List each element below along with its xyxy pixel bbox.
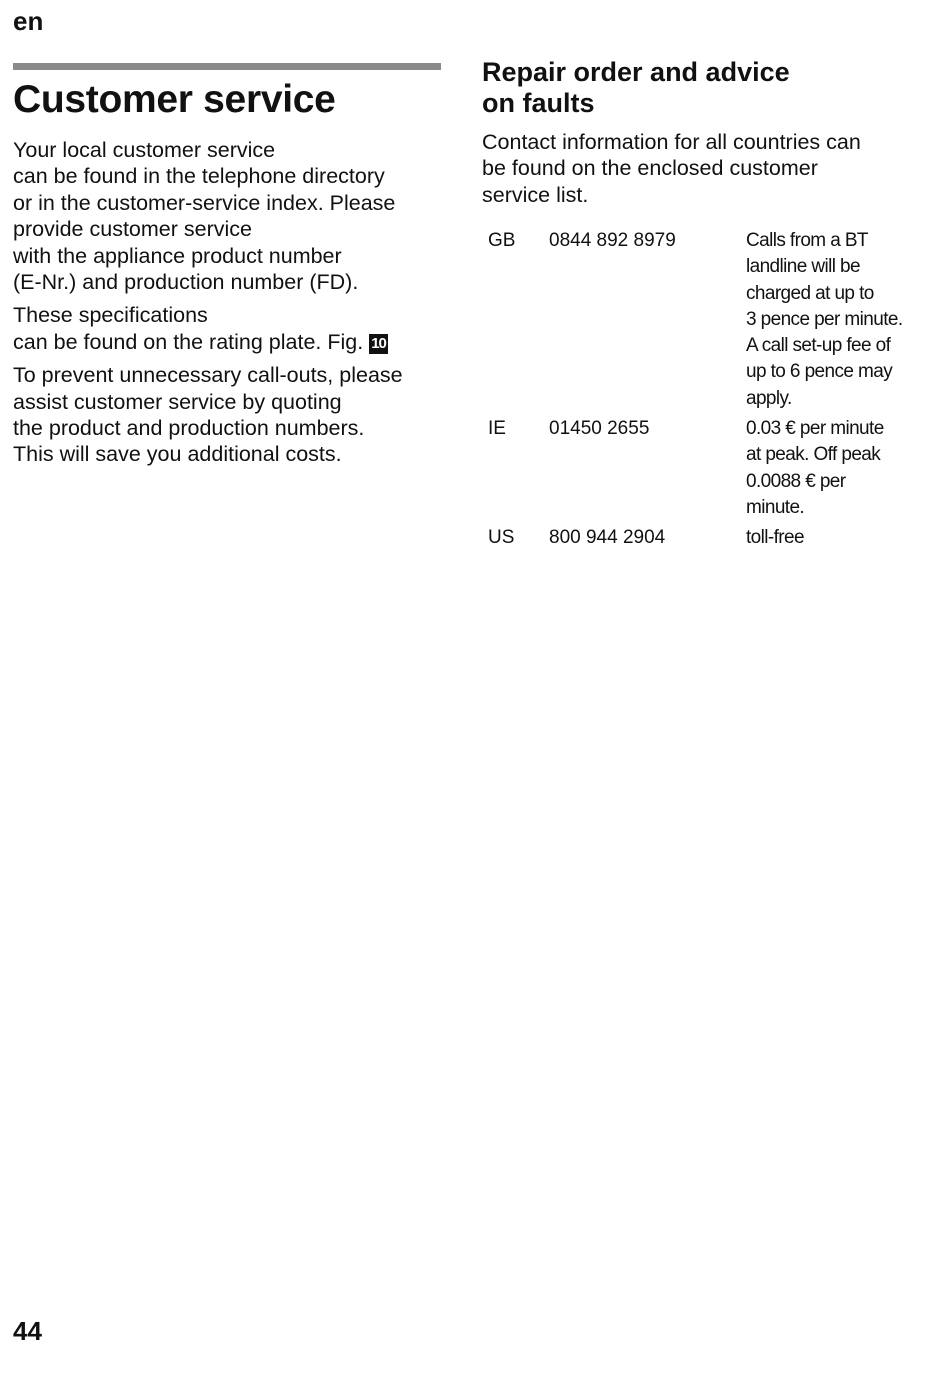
text-fragment: can be found on the rating plate. Fig. [13, 329, 370, 354]
note-line: toll-free [746, 527, 804, 549]
text-line: To prevent unnecessary call-outs, please [13, 363, 403, 388]
note-line: 0.03 € per minute [746, 418, 884, 440]
note-line: landline will be [746, 256, 860, 278]
paragraph-specifications [13, 302, 443, 355]
text-line: service list. [482, 182, 589, 207]
call-cost-note [746, 416, 926, 521]
paragraph-call-outs [13, 362, 443, 468]
country-code: US [488, 527, 515, 549]
page-number: 44 [13, 1316, 42, 1346]
text-line: Your local customer service [13, 138, 276, 162]
note-line: charged at up to [746, 282, 874, 304]
note-line: 3 pence per minute. [746, 308, 903, 330]
contact-row-gb [488, 228, 928, 412]
text-line: the product and production numbers. [13, 416, 365, 441]
text-line: Contact information for all countries can [482, 130, 861, 154]
phone-number: 800 944 2904 [549, 527, 666, 549]
note-line: minute. [746, 496, 805, 518]
text-line: or in the customer-service index. Please [13, 190, 396, 215]
page-title: Customer service [13, 78, 336, 121]
country-code: GB [488, 230, 516, 251]
text-line: These specifications [13, 303, 208, 328]
note-line: apply. [746, 387, 792, 409]
note-line: at peak. Off peak [746, 444, 881, 466]
contact-row-ie [488, 416, 928, 521]
note-line: 0.0088 € per [746, 470, 846, 492]
call-cost-note [746, 228, 926, 412]
note-line: Calls from a BT [746, 230, 868, 251]
country-code: IE [488, 418, 506, 440]
customer-service-text [13, 137, 443, 475]
phone-number: 0844 892 8979 [549, 230, 676, 251]
call-cost-note [746, 525, 926, 551]
phone-number: 01450 2655 [549, 418, 650, 440]
note-line: A call set-up fee of [746, 335, 891, 357]
figure-reference-badge: 10 [371, 334, 386, 352]
text-line: can be found in the telephone directory [13, 164, 385, 189]
note-line: up to 6 pence may [746, 361, 893, 383]
paragraph-local-service [13, 137, 443, 295]
text-line: be found on the enclosed customer [482, 156, 818, 181]
language-label: en [13, 6, 44, 36]
contact-row-us [488, 525, 928, 551]
contact-intro [482, 129, 922, 208]
heading-line: on faults [482, 88, 595, 118]
text-line: (E-Nr.) and production number (FD). [13, 270, 359, 295]
text-line: This will save you additional costs. [13, 442, 342, 467]
text-line: assist customer service by quoting [13, 389, 342, 414]
section-heading [482, 57, 790, 119]
text-line [13, 329, 443, 355]
heading-line: Repair order and advice [482, 57, 790, 87]
text-line: provide customer service [13, 217, 252, 242]
text-line: with the appliance product number [13, 243, 342, 268]
contact-table [488, 228, 928, 556]
section-rule [13, 63, 441, 70]
